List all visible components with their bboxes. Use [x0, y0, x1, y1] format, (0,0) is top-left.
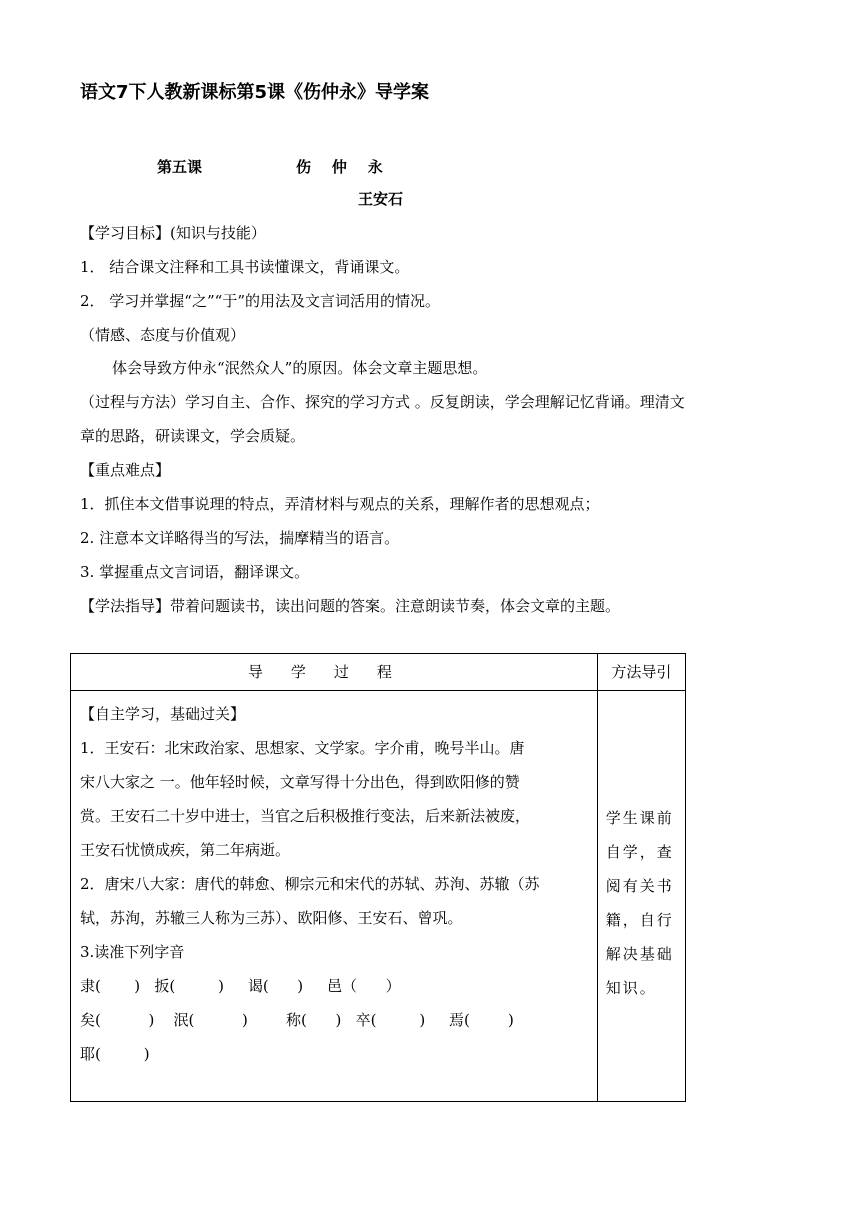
para1-line2: 宋八大家之 一。他年轻时候，文章写得十分出色，得到欧阳修的赞 — [80, 773, 520, 791]
side-line-6: 知识。 — [605, 979, 657, 997]
key-points-heading: 【重点难点】 — [80, 461, 171, 479]
author-name: 王安石 — [358, 190, 404, 208]
self-study-heading: 【自主学习，基础过关】 — [80, 705, 246, 723]
lesson-number: 第五课 — [157, 158, 203, 176]
key-point-item-2: 2. 注意本文详略得当的写法，揣摩精当的语言。 — [80, 529, 400, 547]
side-line-1: 学生课前 — [605, 809, 674, 827]
objective-item-1: 1． 结合课文注释和工具书读懂课文，背诵课文。 — [80, 258, 410, 276]
method-guide: 【学法指导】带着问题读书，读出问题的答案。注意朗读节奏，体会文章的主题。 — [80, 597, 621, 615]
process-line-2: 章的思路，研读课文，学会质疑。 — [80, 427, 306, 445]
guide-table — [70, 653, 686, 1102]
pronunciation-row-2[interactable]: 矣( ) 泯( ) 称( ) 卒( ) 焉( ) — [80, 1011, 514, 1029]
method-guide-cell — [597, 691, 685, 1102]
objectives-heading: 【学习目标】(知识与技能） — [80, 224, 266, 242]
para1-line3: 赏。王安石二十岁中进士，当官之后积极推行变法，后来新法被废， — [80, 807, 531, 825]
pronunciation-row-1[interactable]: 隶( ) 扳( ) 谒( ) 邑（ ） — [80, 977, 401, 995]
key-point-item-3: 3. 掌握重点文言词语，翻译课文。 — [80, 563, 310, 581]
side-line-4: 籍，自行 — [605, 911, 674, 929]
side-line-3: 阅有关书 — [605, 877, 674, 895]
side-line-5: 解决基础 — [605, 945, 674, 963]
guide-table-header-row — [71, 654, 686, 691]
para2-line2: 轼，苏洵，苏辙三人称为三苏）、欧阳修、王安石、曾巩。 — [80, 909, 463, 927]
header-guide-process: 导学过程 — [71, 654, 598, 691]
guide-table-body-row — [71, 691, 686, 1102]
para1-line4: 王安石忧愤成疾，第二年病逝。 — [80, 841, 291, 859]
document-title: 语文7下人教新课标第5课《伤仲永》导学案 — [80, 82, 430, 103]
pronunciation-row-3[interactable]: 耶( ) — [80, 1045, 150, 1063]
objective-item-2: 2． 学习并掌握“之”“于”的用法及文言词活用的情况。 — [80, 292, 440, 310]
process-line-1: （过程与方法）学习自主、合作、探究的学习方式 。反复朗读，学会理解记忆背诵。理清文 — [80, 393, 685, 411]
para2-line1: 2．唐宋八大家：唐代的韩愈、柳宗元和宋代的苏轼、苏洵、苏辙（苏 — [80, 875, 540, 893]
guide-process-cell — [71, 691, 598, 1102]
pronunciation-heading: 3.读准下列字音 — [80, 943, 185, 961]
lesson-title: 伤 仲 永 — [296, 158, 383, 176]
emotion-heading: （情感、态度与价值观） — [80, 326, 246, 344]
key-point-item-1: 1．抓住本文借事说理的特点，弄清材料与观点的关系，理解作者的思想观点； — [80, 495, 600, 513]
para1-line1: 1．王安石：北宋政治家、思想家、文学家。字介甫，晚号半山。唐 — [80, 739, 525, 757]
side-line-2: 自学，查 — [605, 843, 674, 861]
header-method-guide: 方法导引 — [597, 654, 685, 691]
emotion-text: 体会导致方仲永“泯然众人”的原因。体会文章主题思想。 — [112, 359, 488, 377]
